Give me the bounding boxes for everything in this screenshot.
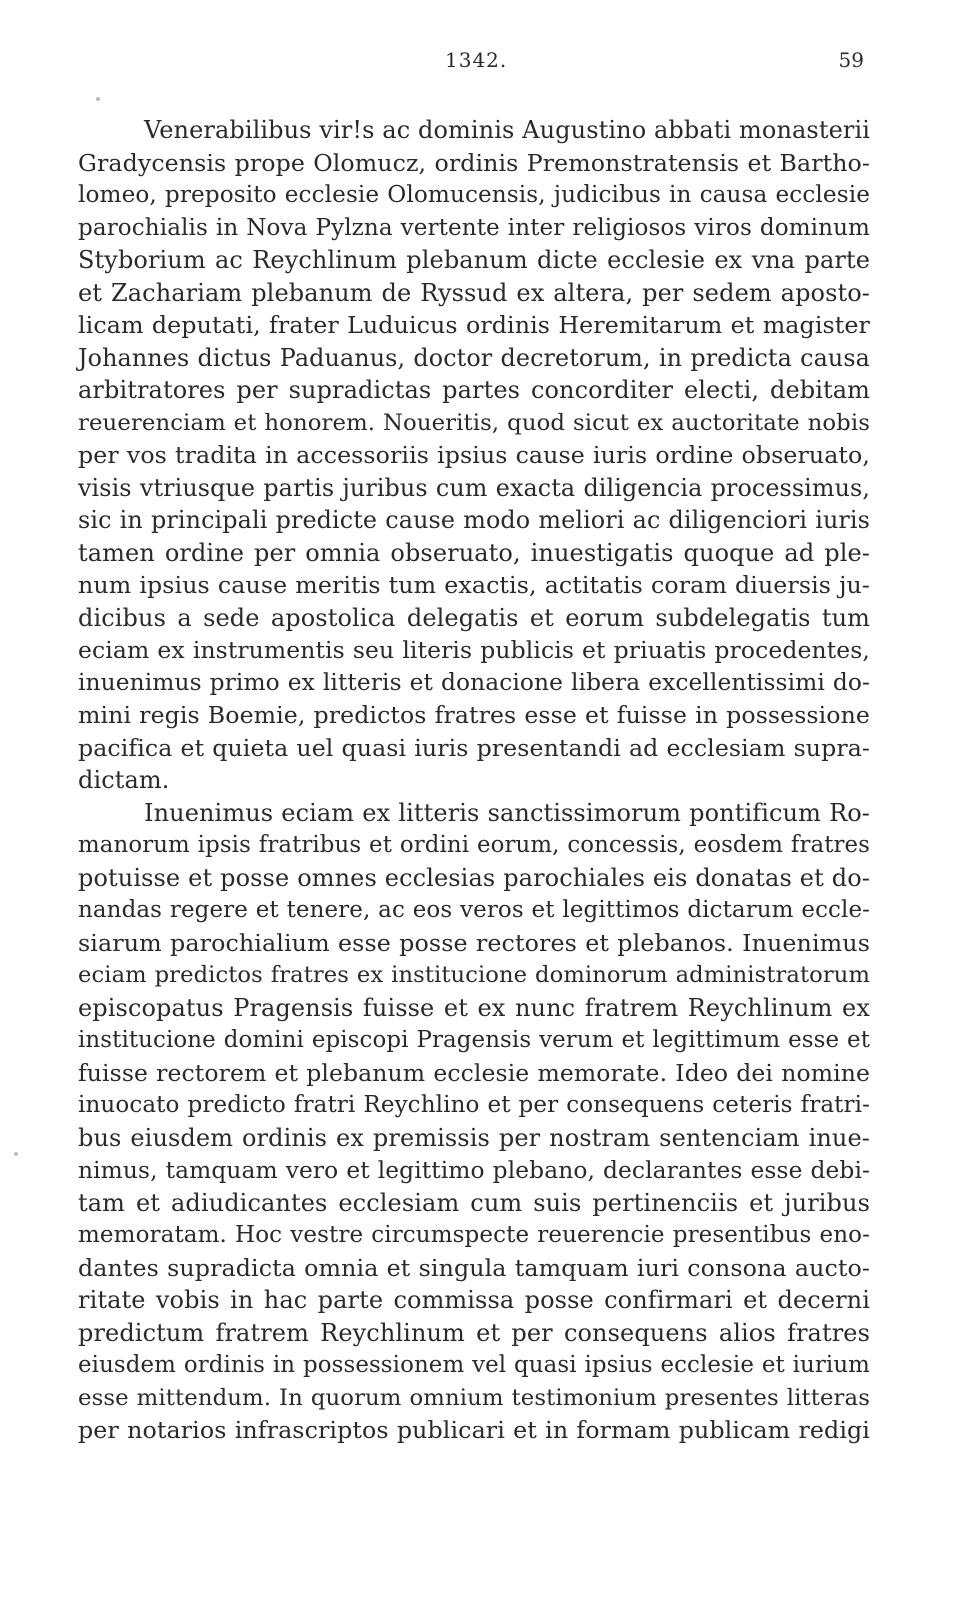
text-line: licam deputati, frater Luduicus ordinis Heremitarum et magister [78,311,870,339]
page-number: 59 [838,48,864,72]
text-line: predictum fratrem Reychlinum et per consequens alios fratres [78,1318,870,1347]
text-line: institucione domini episcopi Pragensis verum et legittimum esse et [78,1027,870,1053]
text-line: Venerabilibus vir!s ac dominis Augustino abbati monasterii [144,116,870,144]
text-line: dantes supradicta omnia et singula tamquam iuri consona aucto- [78,1253,870,1282]
text-line: tamen ordine per omnia obseruato, inuestigatis quoque ad ple- [78,538,870,567]
text-line: manorum ipsis fratribus et ordini eorum, concessis, eosdem fratres [78,832,870,858]
text-line: tam et adiudicantes ecclesiam cum suis pertinenciis et juribus [78,1188,870,1217]
text-line: Inuenimus eciam ex litteris sanctissimorum pontificum Ro- [144,798,870,827]
text-line: bus eiusdem ordinis ex premissis per nostram sentenciam inue- [78,1123,870,1152]
scan-speck [96,97,100,101]
text-line: parochialis in Nova Pylzna vertente inter religiosos viros dominum [78,214,870,241]
text-line: Johannes dictus Paduanus, doctor decretorum, in predicta causa [78,343,870,372]
text-line: nandas regere et tenere, ac eos veros et legittimos dictarum eccle- [78,897,870,923]
text-line: lomeo, preposito ecclesie Olomucensis, judicibus in causa ecclesie [78,182,870,208]
text-line: memoratam. Hoc vestre circumspecte reuerencie presentibus eno- [78,1222,870,1248]
text-line: inuenimus primo ex litteris et donacione libera excellentissimi do- [78,668,870,696]
text-line: dictam. [78,766,170,794]
text-line: num ipsius cause meritis tum exactis, actitatis coram diuersis ju- [78,571,870,599]
year-heading: 1342. [445,48,508,72]
text-line: potuisse et posse omnes ecclesias parochiales eis donatas et do- [78,863,870,892]
text-line: arbitratores per supradictas partes concorditer electi, debitam [78,376,870,404]
text-line: et Zachariam plebanum de Ryssud ex altera, per sedem aposto- [78,278,870,307]
text-line: reuerenciam et honorem. Noueritis, quod sicut ex auctoritate nobis [78,409,870,436]
text-line: dicibus a sede apostolica delegatis et eorum subdelegatis tum [78,603,870,632]
text-line: ritate vobis in hac parte commissa posse confirmari et decerni [78,1286,870,1314]
text-line: eiusdem ordinis in possessionem vel quasi ipsius ecclesie et iurium [78,1352,870,1378]
text-line: eciam predictos fratres ex institucione dominorum administratorum [78,962,870,988]
text-line: mini regis Boemie, predictos fratres esse et fuisse in possessione [78,701,870,729]
text-line: episcopatus Pragensis fuisse et ex nunc fratrem Reychlinum ex [78,993,870,1022]
running-head [0,48,960,78]
text-line: esse mittendum. In quorum omnium testimonium presentes litteras [78,1384,870,1411]
text-line: per vos tradita in accessoriis ipsius cause iuris ordine obseruato, [78,441,870,469]
text-line: inuocato predicto fratri Reychlino et per consequens ceteris fratri- [78,1092,870,1118]
paragraph-2 [78,797,870,1447]
text-line: nimus, tamquam vero et legittimo plebano, declarantes esse debi- [78,1156,870,1184]
text-line: visis vtriusque partis juribus cum exacta diligencia processimus, [78,473,870,502]
paragraph-1 [78,114,870,797]
text-line: eciam ex instrumentis seu literis publicis et priuatis procedentes, [78,636,870,664]
text-line: siarum parochialium esse posse rectores et plebanos. Inuenimus [78,928,870,957]
text-line: pacifica et quieta uel quasi iuris presentandi ad ecclesiam supra- [78,733,870,762]
text-line: Styborium ac Reychlinum plebanum dicte ecclesie ex vna parte [78,246,870,274]
body-text [78,114,870,1447]
text-line: sic in principali predicte cause modo meliori ac diligenciori iuris [78,506,870,534]
text-line: per notarios infrascriptos publicari et in formam publicam redigi [78,1416,870,1444]
scan-speck [14,1152,18,1156]
text-line: Gradycensis prope Olomucz, ordinis Premonstratensis et Bartho- [78,148,870,177]
text-line: fuisse rectorem et plebanum ecclesie memorate. Ideo dei nomine [78,1058,870,1087]
